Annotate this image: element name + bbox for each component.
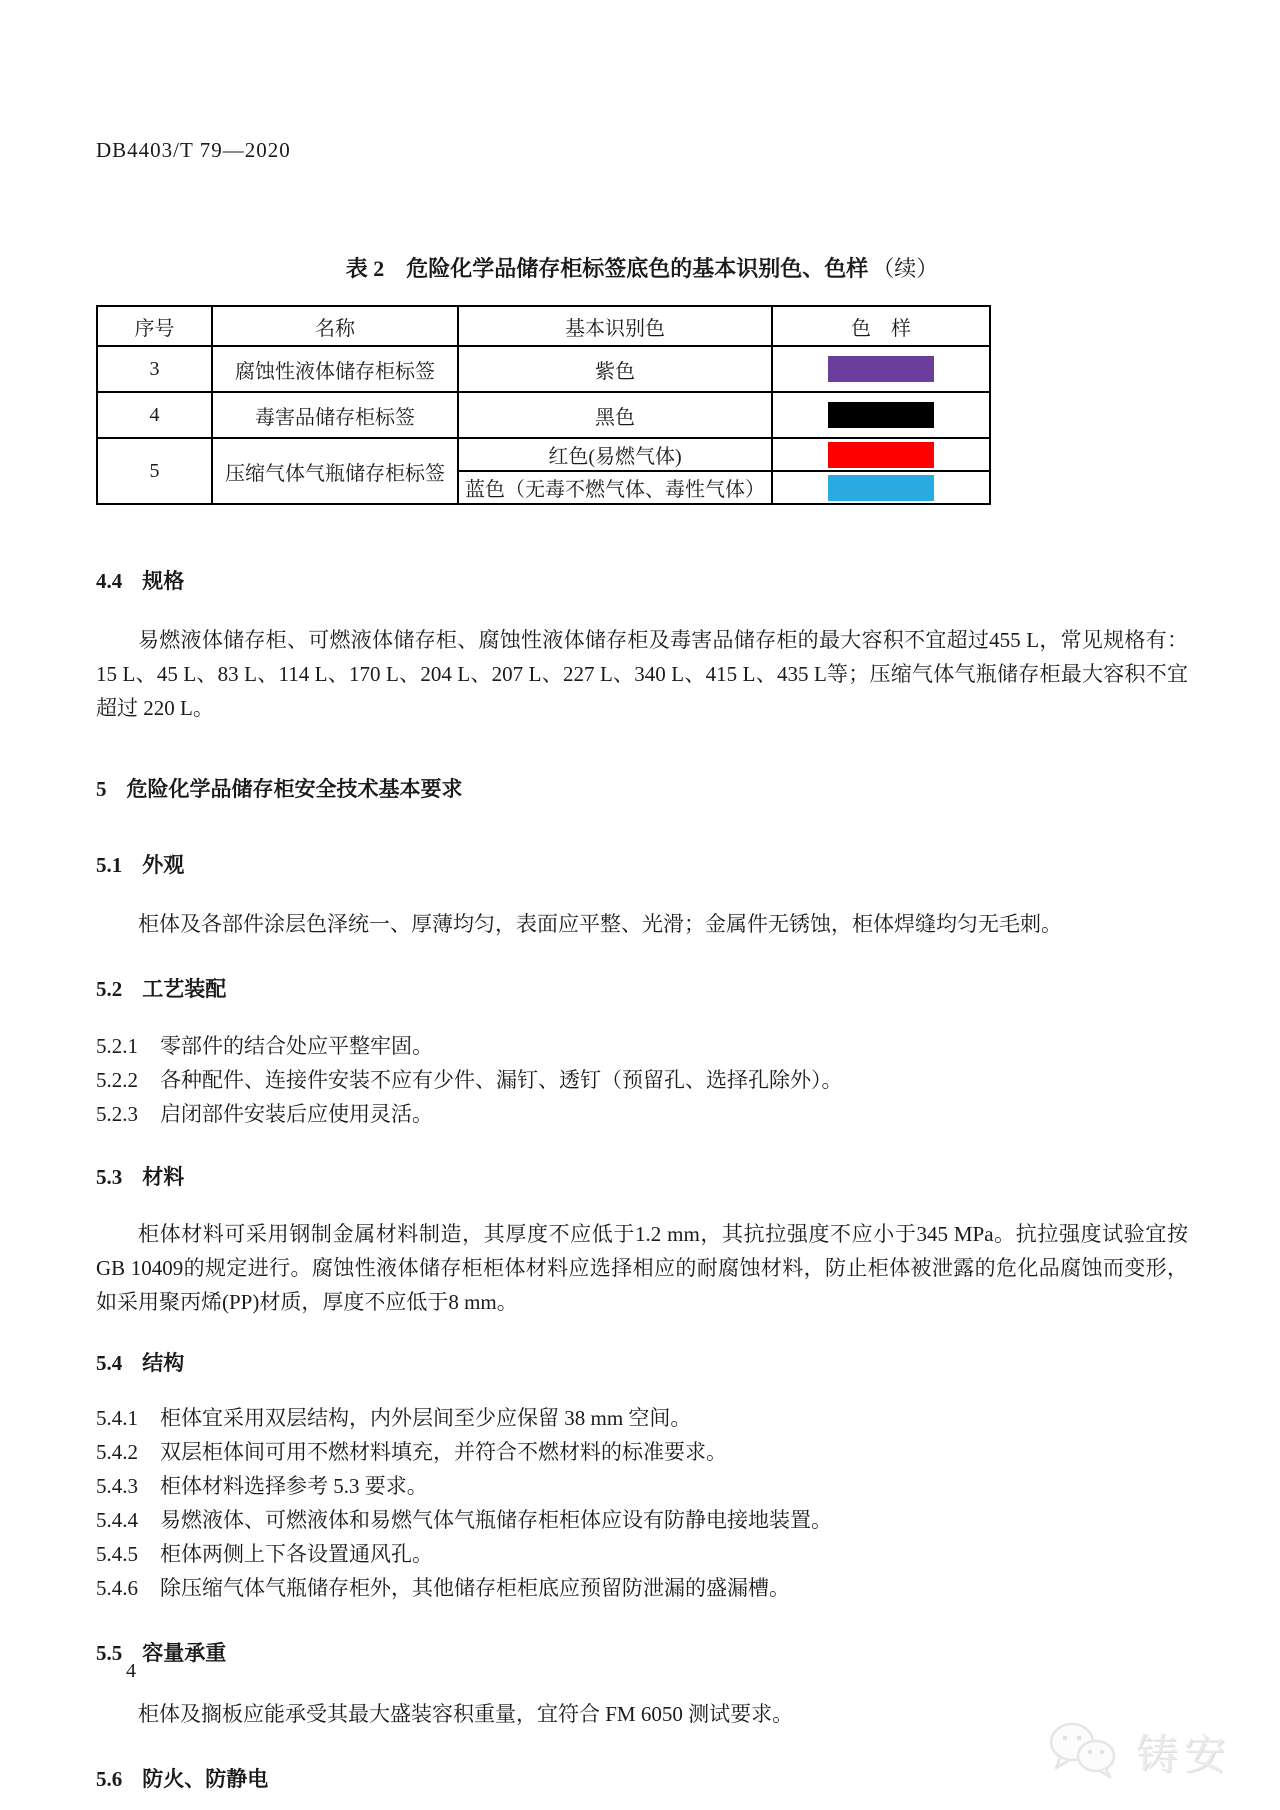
cell-color-sample <box>772 438 990 471</box>
cell-color-sample <box>772 392 990 438</box>
purple-swatch <box>828 356 934 382</box>
section-heading-5-2 <box>96 973 1188 1003</box>
clause-5-2-3 <box>96 1097 1188 1131</box>
section-paragraph-5-5: 柜体及搁板应能承受其最大盛装容积重量，宜符合 FM 6050 测试要求。 <box>138 1702 794 1726</box>
clause-id: 5.4.1 <box>96 1406 138 1430</box>
section-id: 5.2 <box>96 977 123 1001</box>
section-heading-5 <box>96 773 1188 803</box>
section-heading-5-1 <box>96 849 1188 879</box>
clause-text: 双层柜体间可用不燃材料填充，并符合不燃材料的标准要求。 <box>160 1440 727 1464</box>
identification-color-table <box>96 305 991 505</box>
table-caption-main: 表 2 危险化学品储存柜标签底色的基本识别色、色样 <box>345 256 869 281</box>
clause-list-5-4 <box>96 1401 1188 1605</box>
watermark <box>1048 1718 1232 1785</box>
section-id: 5.4 <box>96 1351 123 1375</box>
clause-text: 除压缩气体气瓶储存柜外，其他储存柜柜底应预留防泄漏的盛漏槽。 <box>160 1576 790 1600</box>
table-header-row <box>97 306 990 346</box>
cell-name: 毒害品储存柜标签 <box>212 392 458 438</box>
section-id: 5.6 <box>96 1767 123 1791</box>
clause-list-5-2 <box>96 1029 1188 1131</box>
section-paragraph-5-1: 柜体及各部件涂层色泽统一、厚薄均匀，表面应平整、光滑；金属件无锈蚀，柜体焊缝均匀无毛刺。 <box>138 912 1062 936</box>
clause-id: 5.4.6 <box>96 1576 138 1600</box>
section-title: 工艺装配 <box>142 977 227 1001</box>
black-swatch <box>828 402 934 428</box>
section-id: 5.3 <box>96 1165 123 1189</box>
col-header-color: 基本识别色 <box>458 306 772 346</box>
watermark-text: 铸安 <box>1135 1732 1232 1779</box>
cell-color-sample <box>772 346 990 392</box>
clause-text: 启闭部件安装后应使用灵活。 <box>160 1102 433 1126</box>
clause-5-2-1 <box>96 1029 1188 1063</box>
section-title: 防火、防静电 <box>142 1767 269 1791</box>
clause-id: 5.4.3 <box>96 1474 138 1498</box>
clause-id: 5.2.1 <box>96 1034 138 1058</box>
section-paragraph-5-3: 柜体材料可采用钢制金属材料制造，其厚度不应低于1.2 mm，其抗拉强度不应小于345 MPa。抗拉强度试验宜按GB 10409的规定进行。腐蚀性液体储存柜柜体材料应选择相应的耐腐蚀材料，防止柜体被泄露的危化品腐蚀而变形，如采用聚丙烯(PP)材质，厚度不应低于8 mm。 <box>96 1222 1188 1314</box>
section-id: 5.1 <box>96 853 123 877</box>
section-title: 外观 <box>142 853 185 877</box>
clause-5-4-2 <box>96 1435 1188 1469</box>
col-header-name: 名称 <box>212 306 458 346</box>
clause-id: 5.4.2 <box>96 1440 138 1464</box>
clause-id: 5.4.4 <box>96 1508 138 1532</box>
section-id: 5 <box>96 777 107 801</box>
section-heading-5-4 <box>96 1347 1188 1377</box>
cell-color-sample <box>772 471 990 504</box>
clause-5-2-2 <box>96 1063 1188 1097</box>
section-title: 容量承重 <box>142 1641 227 1665</box>
cell-name: 腐蚀性液体储存柜标签 <box>212 346 458 392</box>
clause-text: 柜体两侧上下各设置通风孔。 <box>160 1542 433 1566</box>
cell-name: 压缩气体气瓶储存柜标签 <box>212 438 458 504</box>
table-row <box>97 392 990 438</box>
section-title: 规格 <box>142 569 185 593</box>
col-header-seq: 序号 <box>97 306 212 346</box>
clause-text: 零部件的结合处应平整牢固。 <box>160 1034 433 1058</box>
clause-5-4-4 <box>96 1503 1188 1537</box>
section-heading-4-4 <box>96 565 1188 595</box>
standard-number: DB4403/T 79—2020 <box>96 138 291 162</box>
clause-id: 5.2.3 <box>96 1102 138 1126</box>
clause-5-4-5 <box>96 1537 1188 1571</box>
clause-text: 柜体材料选择参考 5.3 要求。 <box>160 1474 428 1498</box>
cell-seq: 3 <box>97 346 212 392</box>
col-header-sample: 色 样 <box>772 306 990 346</box>
section-id: 5.5 <box>96 1641 123 1665</box>
table-row <box>97 438 990 471</box>
cell-color-label: 紫色 <box>458 346 772 392</box>
red-swatch <box>828 442 934 468</box>
cell-seq: 4 <box>97 392 212 438</box>
section-heading-5-5 <box>96 1637 1188 1667</box>
table-caption-suffix: （续） <box>872 256 939 281</box>
clause-5-4-3 <box>96 1469 1188 1503</box>
section-heading-5-6 <box>96 1763 1188 1793</box>
clause-id: 5.4.5 <box>96 1542 138 1566</box>
table-row <box>97 346 990 392</box>
section-title: 危险化学品储存柜安全技术基本要求 <box>126 777 463 801</box>
section-id: 4.4 <box>96 569 123 593</box>
wechat-icon <box>1048 1718 1122 1785</box>
section-title: 材料 <box>142 1165 185 1189</box>
section-paragraph-4-4: 易燃液体储存柜、可燃液体储存柜、腐蚀性液体储存柜及毒害品储存柜的最大容积不宜超过455 L，常见规格有：15 L、45 L、83 L、114 L、170 L、204 L、207 L、227 L、340 L、415 L、435 L等；压缩气体气瓶储存柜最大容积不宜超过 220 L。 <box>96 628 1188 720</box>
section-heading-5-3 <box>96 1161 1188 1191</box>
section-title: 结构 <box>142 1351 185 1375</box>
clause-text: 柜体宜采用双层结构，内外层间至少应保留 38 mm 空间。 <box>160 1406 692 1430</box>
page-number: 4 <box>126 1660 136 1682</box>
clause-5-4-1 <box>96 1401 1188 1435</box>
cell-color-label: 蓝色（无毒不燃气体、毒性气体） <box>458 471 772 504</box>
table-caption <box>96 252 1188 283</box>
cell-color-label: 红色(易燃气体) <box>458 438 772 471</box>
clause-5-4-6 <box>96 1571 1188 1605</box>
clause-text: 易燃液体、可燃液体和易燃气体气瓶储存柜柜体应设有防静电接地装置。 <box>160 1508 832 1532</box>
document-body <box>96 252 1188 1793</box>
cell-color-label: 黑色 <box>458 392 772 438</box>
clause-id: 5.2.2 <box>96 1068 138 1092</box>
cell-seq: 5 <box>97 438 212 504</box>
blue-swatch <box>828 475 934 501</box>
clause-text: 各种配件、连接件安装不应有少件、漏钉、透钉（预留孔、选择孔除外）。 <box>160 1068 843 1092</box>
